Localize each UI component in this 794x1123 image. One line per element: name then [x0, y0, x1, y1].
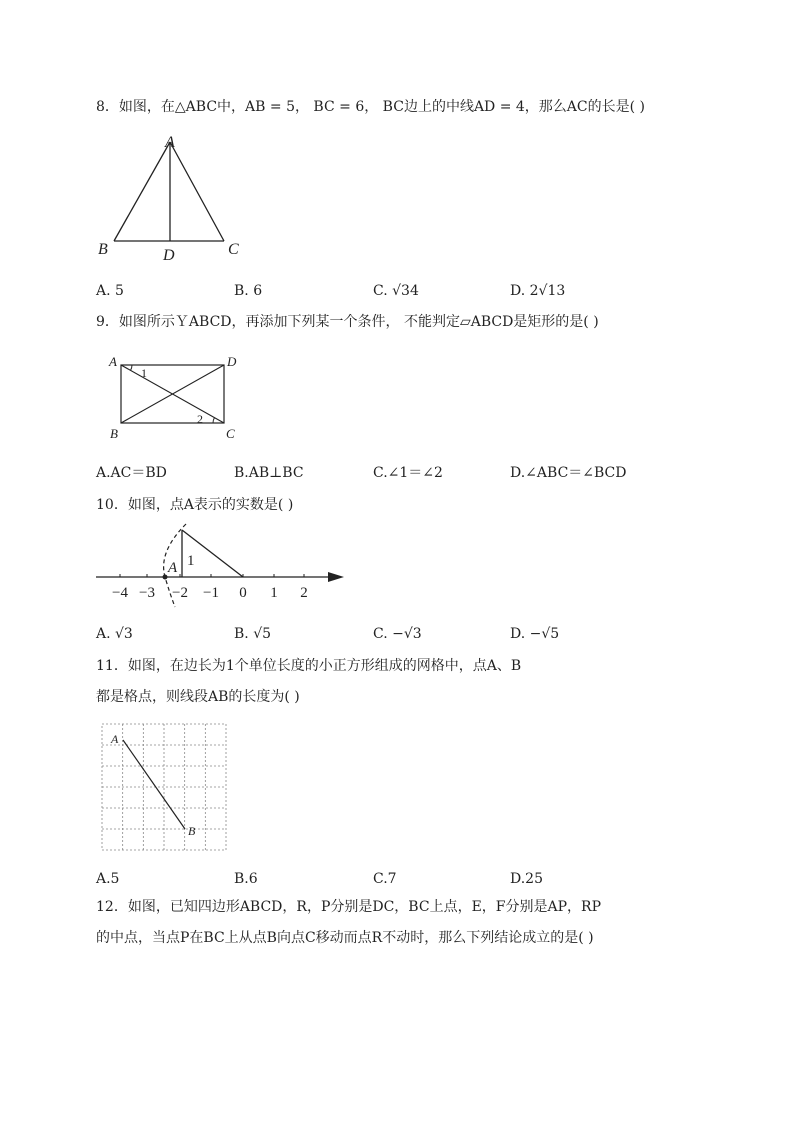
q11-grid-figure [100, 722, 230, 854]
q10-tick-label: −4 [112, 585, 128, 601]
q9-stem: 9．如图所示ＹABCD，再添加下列某一个条件， 不能判定▱ABCD是矩形的是( ) [96, 314, 599, 330]
q10-tick-label: −3 [139, 585, 155, 601]
q10-option-c[interactable]: C. −√3 [373, 626, 422, 642]
q9-label-c: C [226, 426, 235, 441]
q8-option-b[interactable]: B. 6 [234, 283, 263, 299]
q8-side-ab [114, 142, 170, 241]
q11-option-d[interactable]: D.25 [510, 871, 543, 887]
q12-stem-line2: 的中点，当点P在BC上从点B向点C移动而点R不动时，那么下列结论成立的是( ) [96, 930, 594, 946]
q9-label-b: B [110, 426, 118, 441]
q9-label-a: A [109, 354, 117, 369]
q9-rectangle-figure [104, 348, 254, 444]
q10-tick-label: 0 [239, 585, 247, 601]
q10-tick-label: −2 [172, 585, 188, 601]
q11-label-a: A [111, 732, 119, 746]
q9-label-d: D [227, 354, 237, 369]
q8-triangle-figure [90, 130, 260, 266]
q10-label-side: 1 [187, 553, 195, 569]
q11-stem-line1: 11．如图，在边长为1个单位长度的小正方形组成的网格中，点A、B [96, 658, 522, 674]
q10-point-a [163, 575, 168, 580]
q10-stem: 10．如图，点A表示的实数是( ) [96, 497, 294, 513]
q8-label-c: C [228, 241, 239, 258]
q11-segment-ab [123, 740, 185, 829]
q10-tick-label: 1 [270, 585, 278, 601]
q10-axis-arrow [328, 572, 344, 582]
q8-label-d: D [163, 247, 175, 264]
q8-label-a: A [165, 134, 175, 151]
q9-angle2-label: 2 [197, 412, 203, 426]
q8-side-ac [170, 142, 224, 241]
q10-tick-label: −1 [203, 585, 219, 601]
q9-angle2-arc [213, 418, 215, 424]
q10-option-d[interactable]: D. −√5 [510, 626, 560, 642]
q8-option-d[interactable]: D. 2√13 [510, 283, 566, 299]
q9-option-a[interactable]: A.AC＝BD [96, 465, 167, 481]
q10-option-b[interactable]: B. √5 [234, 626, 272, 642]
q11-option-c[interactable]: C.7 [373, 871, 397, 887]
q12-stem-line1: 12．如图，已知四边形ABCD，R，P分别是DC，BC上点，E，F分别是AP，RP [96, 899, 601, 915]
q11-option-b[interactable]: B.6 [234, 871, 258, 887]
q9-angle1-label: 1 [141, 366, 147, 380]
q9-option-b[interactable]: B.AB⊥BC [234, 465, 304, 481]
q10-option-a[interactable]: A. √3 [96, 626, 133, 642]
q8-label-b: B [98, 241, 108, 258]
q11-stem-line2: 都是格点，则线段AB的长度为( ) [96, 689, 300, 705]
q11-option-a[interactable]: A.5 [96, 871, 120, 887]
q8-stem: 8．如图，在△ABC中，AB = 5， BC = 6， BC边上的中线AD = 4，那么AC的长是( ) [96, 99, 646, 115]
q10-label-a: A [168, 560, 178, 576]
q10-tick-label: 2 [300, 585, 308, 601]
q10-number-line-figure [92, 522, 354, 608]
q8-option-c[interactable]: C. √34 [373, 283, 419, 299]
q9-angle1-arc [131, 365, 133, 371]
q8-option-a[interactable]: A. 5 [96, 283, 124, 299]
q11-label-b: B [188, 824, 196, 838]
q9-option-d[interactable]: D.∠ABC＝∠BCD [510, 465, 627, 481]
q9-option-c[interactable]: C.∠1＝∠2 [373, 465, 443, 481]
